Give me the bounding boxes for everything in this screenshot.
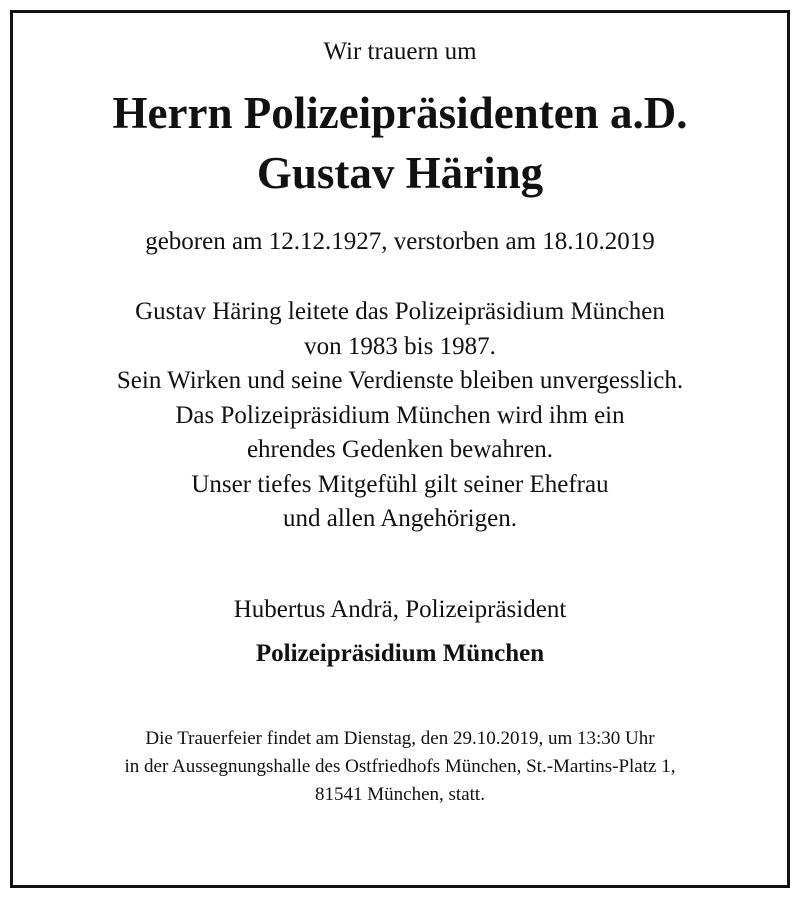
tribute-line: Gustav Häring leitete das Polizeipräsidium München <box>135 298 665 325</box>
obituary-border <box>10 10 790 888</box>
tribute-line: von 1983 bis 1987. <box>304 332 496 360</box>
funeral-line: 81541 München, statt. <box>315 783 485 805</box>
deceased-name-block <box>13 83 787 203</box>
life-dates: geboren am 12.12.1927, verstorben am 18.10.2019 <box>145 228 655 255</box>
tribute-line: und allen Angehörigen. <box>283 505 517 532</box>
organization-name: Polizeipräsidium München <box>255 639 545 667</box>
tribute-text <box>13 295 787 537</box>
funeral-info <box>13 725 787 809</box>
obituary-content <box>13 13 787 809</box>
funeral-line: Die Trauerfeier findet am Dienstag, den 29.10.2019, um 13:30 Uhr <box>145 727 655 749</box>
tribute-line: Das Polizeipräsidium München wird ihm ein <box>175 401 625 429</box>
tribute-line: Unser tiefes Mitgefühl gilt seiner Ehefrau <box>191 470 609 498</box>
deceased-name-line: Gustav Häring <box>256 148 544 198</box>
tribute-line: Sein Wirken und seine Verdienste bleiben unvergesslich. <box>116 367 684 394</box>
intro-text: Wir trauern um <box>323 38 477 65</box>
funeral-line: in der Aussegnungshalle des Ostfriedhofs München, St.-Martins-Platz 1, <box>124 755 676 777</box>
tribute-line: ehrendes Gedenken bewahren. <box>246 436 554 463</box>
deceased-title-line: Herrn Polizeipräsidenten a.D. <box>112 88 688 138</box>
signer-name: Hubertus Andrä, Polizeipräsident <box>233 595 567 623</box>
